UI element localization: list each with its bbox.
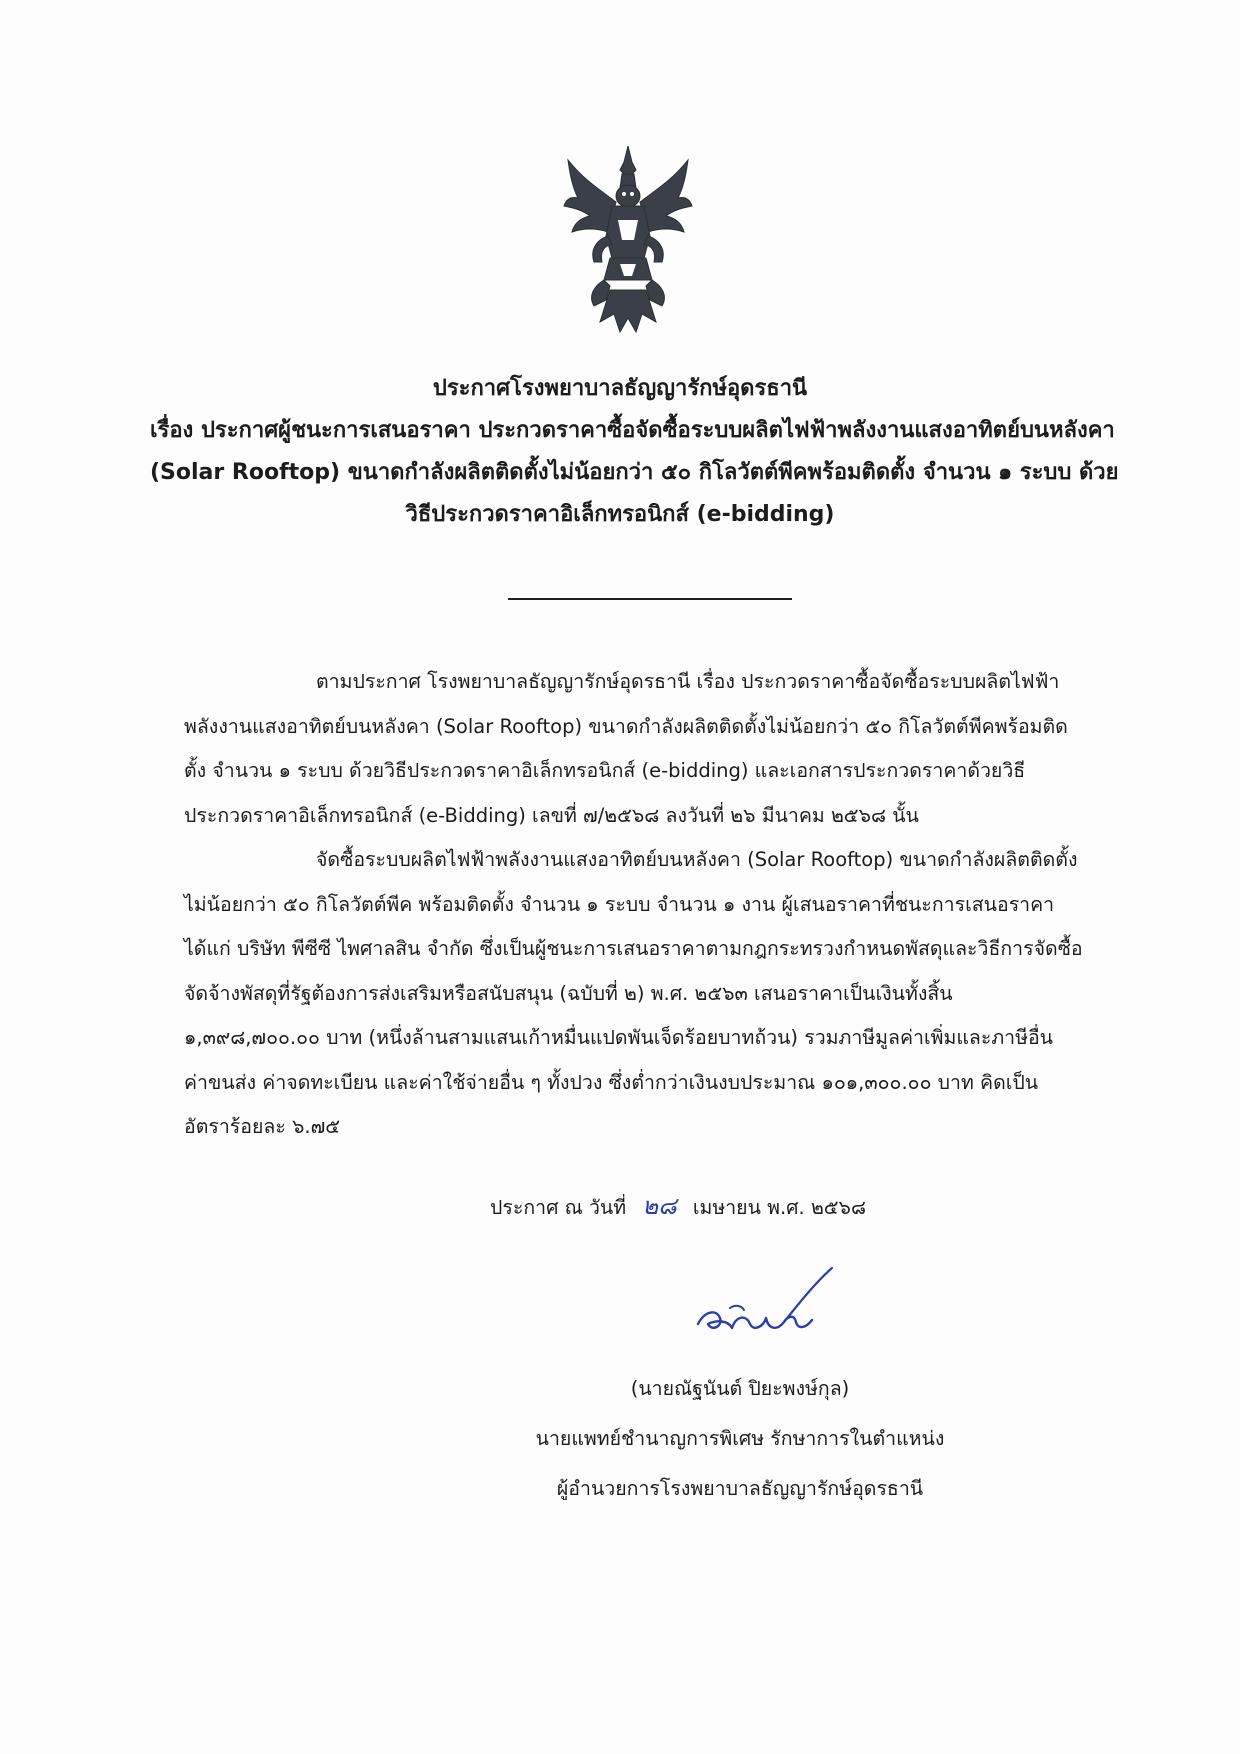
title-line-4: วิธีประกวดราคาอิเล็กทรอนิกส์ (e-bidding) [405, 502, 835, 527]
paragraph-1-line: ตั้ง จำนวน ๑ ระบบ ด้วยวิธีประกวดราคาอิเล็กทรอนิกส์ (e-bidding) และเอกสารประกวดราคาด้วยวิธี [184, 759, 1026, 782]
paragraph-1-line: ตามประกาศ โรงพยาบาลธัญญารักษ์อุดรธานี เรื่อง ประกวดราคาซื้อจัดซื้อระบบผลิตไฟฟ้า [316, 670, 1060, 693]
title-line-3: (Solar Rooftop) ขนาดกำลังผลิตติดตั้งไม่น้อยกว่า ๕๐ กิโลวัตต์พีคพร้อมติดตั้ง จำนวน ๑ ระบบ ด้วย [150, 460, 1119, 485]
signatory-position-2: ผู้อำนวยการโรงพยาบาลธัญญารักษ์อุดรธานี [556, 1477, 924, 1500]
garuda-emblem-icon [560, 140, 696, 336]
paragraph-2-line: จัดซื้อระบบผลิตไฟฟ้าพลังงานแสงอาทิตย์บนหลังคา (Solar Rooftop) ขนาดกำลังผลิตติดตั้ง [316, 848, 1078, 871]
title-line-1: ประกาศโรงพยาบาลธัญญารักษ์อุดรธานี [432, 376, 808, 401]
document-body [184, 660, 1083, 1150]
title-line-2: เรื่อง ประกาศผู้ชนะการเสนอราคา ประกวดราคาซื้อจัดซื้อระบบผลิตไฟฟ้าพลังงานแสงอาทิตย์บนหลังคา [150, 418, 1115, 443]
paragraph-2-line: ๑,๓๙๘,๗๐๐.๐๐ บาท (หนึ่งล้านสามแสนเก้าหมื่นแปดพันเจ็ดร้อยบาทถ้วน) รวมภาษีมูลค่าเพิ่มและภาษีอื่น [184, 1026, 1054, 1049]
announcement-prefix: ประกาศ ณ วันที่ [490, 1196, 627, 1219]
paragraph-1-line: พลังงานแสงอาทิตย์บนหลังคา (Solar Rooftop) ขนาดกำลังผลิตติดตั้งไม่น้อยกว่า ๕๐ กิโลวัตต์พีคพร้อมติด [184, 714, 1068, 738]
paragraph-1-line: ประกวดราคาอิเล็กทรอนิกส์ (e-Bidding) เลขที่ ๗/๒๕๖๘ ลงวันที่ ๒๖ มีนาคม ๒๕๖๘ นั้น [184, 803, 919, 827]
paragraph-2-line: จัดจ้างพัสดุที่รัฐต้องการส่งเสริมหรือสนับสนุน (ฉบับที่ ๒) พ.ศ. ๒๕๖๓ เสนอราคาเป็นเงินทั้งสิ้น [184, 981, 953, 1005]
document-title [150, 368, 1119, 536]
paragraph-2-line: อัตราร้อยละ ๖.๗๕ [184, 1115, 341, 1138]
paragraph-2-line: ได้แก่ บริษัท พีซีซี ไพศาลสิน จำกัด ซึ่งเป็นผู้ชนะการเสนอราคาตามกฎกระทรวงกำหนดพัสดุและวิธีการจัดซื้อ [184, 937, 1083, 960]
signatory-block [500, 1364, 980, 1514]
announcement-date [490, 1186, 866, 1225]
paragraph-2-line: ไม่น้อยกว่า ๕๐ กิโลวัตต์พีค พร้อมติดตั้ง จำนวน ๑ ระบบ จำนวน ๑ งาน ผู้เสนอราคาที่ชนะการเสนอราคา [184, 892, 1055, 916]
handwritten-signature [690, 1262, 840, 1354]
title-divider [508, 598, 792, 600]
signatory-position-1: นายแพทย์ชำนาญการพิเศษ รักษาการในตำแหน่ง [535, 1427, 945, 1450]
signatory-name: (นายณัฐนันต์ ปิยะพงษ์กุล) [630, 1377, 850, 1400]
announcement-day: ๒๘ [642, 1192, 677, 1220]
paragraph-2-line: ค่าขนส่ง ค่าจดทะเบียน และค่าใช้จ่ายอื่น ๆ ทั้งปวง ซึ่งต่ำกว่าเงินงบประมาณ ๑๐๑,๓๐๐.๐๐ บาท คิดเป็น [184, 1070, 1039, 1094]
announcement-suffix: เมษายน พ.ศ. ๒๕๖๘ [692, 1196, 866, 1219]
